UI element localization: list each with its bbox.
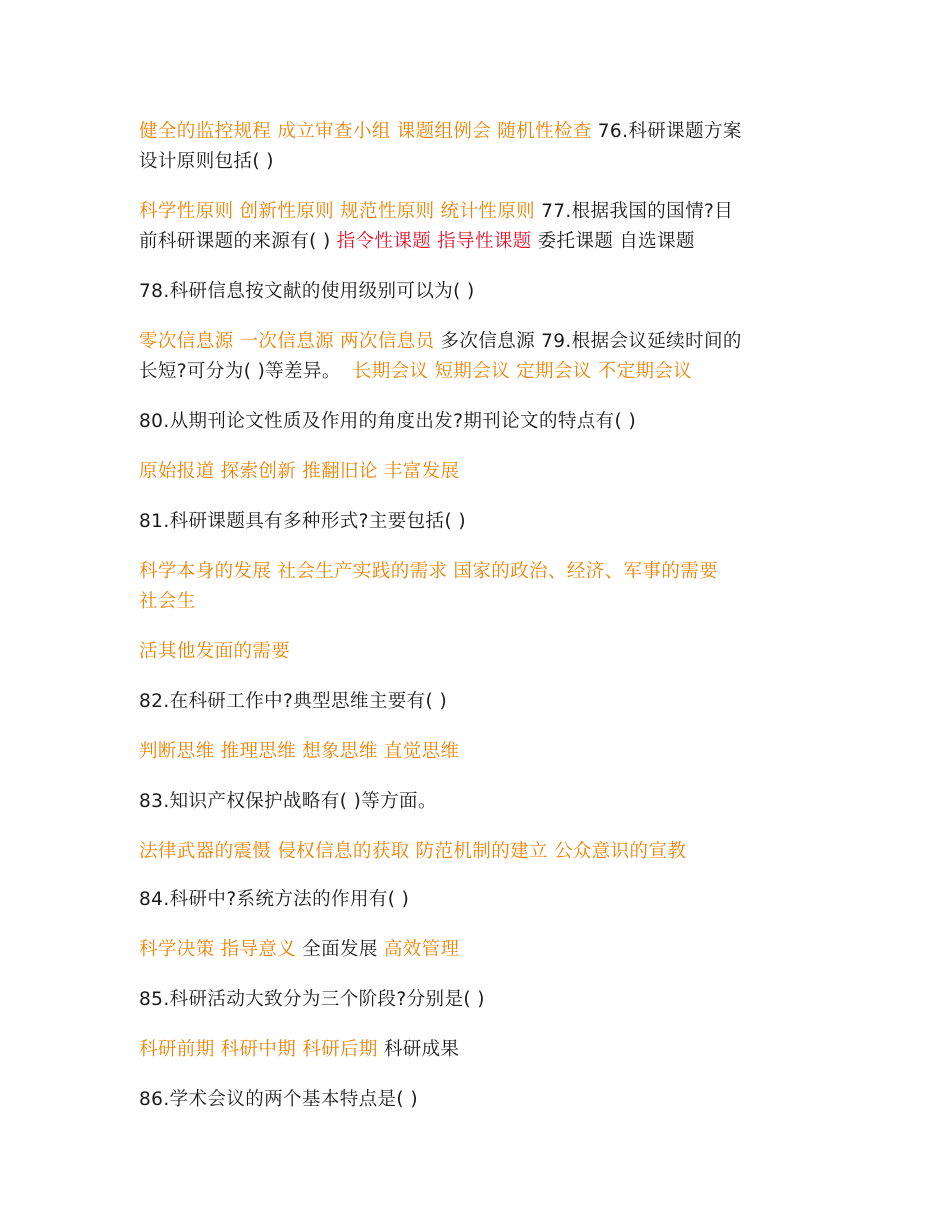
paragraph-q78-answers-q79 xyxy=(139,327,829,387)
answer-option: 原始报道 xyxy=(139,461,215,482)
answer-option: 科学决策 xyxy=(139,939,215,960)
question-text: 83.知识产权保护战略有( )等方面。 xyxy=(139,791,437,812)
answer-option: 科研成果 xyxy=(383,1039,460,1060)
answer-option: 一次信息源 xyxy=(239,331,335,352)
answer-option: 法律武器的震慑 xyxy=(139,841,272,862)
paragraph-q78 xyxy=(139,277,829,307)
answer-option: 社会生 xyxy=(139,591,196,612)
answer-option: 不定期会议 xyxy=(597,361,693,382)
paragraph-q85-answers xyxy=(139,1035,829,1065)
paragraph-q83 xyxy=(139,787,829,817)
paragraph-q81 xyxy=(139,507,829,537)
question-text: 81.科研课题具有多种形式?主要包括( ) xyxy=(139,511,466,532)
answer-option: 高效管理 xyxy=(383,939,460,960)
answer-option: 自选课题 xyxy=(619,231,695,252)
answer-option: 零次信息源 xyxy=(139,331,234,352)
answer-option: 创新性原则 xyxy=(239,201,335,222)
question-text: 76.科研课题方案 xyxy=(597,121,742,142)
answer-option: 侵权信息的获取 xyxy=(277,841,410,862)
question-text: 77.根据我国的国情?目 xyxy=(541,201,734,222)
answer-option-highlighted: 指令性课题 xyxy=(336,231,432,252)
question-text: 82.在科研工作中?典型思维主要有( ) xyxy=(139,691,448,712)
paragraph-q84 xyxy=(139,885,829,915)
answer-option: 探索创新 xyxy=(220,461,297,482)
answer-option: 统计性原则 xyxy=(440,201,536,222)
paragraph-q83-answers xyxy=(139,837,829,867)
answer-option: 判断思维 xyxy=(139,741,215,762)
answer-option: 公众意识的宣教 xyxy=(553,841,687,862)
paragraph-q81-answers xyxy=(139,557,829,617)
question-text: 79.根据会议延续时间的 xyxy=(541,331,742,352)
answer-option-highlighted: 指导性课题 xyxy=(437,231,532,252)
answer-option: 国家的政治、经济、军事的需要 xyxy=(453,561,719,582)
paragraph-q84-answers xyxy=(139,935,829,965)
answer-option: 科研前期 xyxy=(139,1039,215,1060)
answer-option: 科研后期 xyxy=(302,1039,378,1060)
paragraph-q82-answers xyxy=(139,737,829,767)
paragraph-q80 xyxy=(139,407,829,437)
answer-option: 科研中期 xyxy=(220,1039,297,1060)
question-text: 设计原则包括( ) xyxy=(139,151,274,172)
answer-option: 想象思维 xyxy=(302,741,378,762)
question-text: 长短?可分为( )等差异。 xyxy=(139,361,341,382)
paragraph-q81-answers-cont xyxy=(139,637,829,667)
paragraph-q82 xyxy=(139,687,829,717)
paragraph-q80-answers xyxy=(139,457,829,487)
answer-option: 规范性原则 xyxy=(340,201,435,222)
answer-option: 直觉思维 xyxy=(383,741,460,762)
answer-option: 科学性原则 xyxy=(139,201,234,222)
answer-option: 课题组例会 xyxy=(396,121,492,142)
answer-option: 防范机制的建立 xyxy=(415,841,548,862)
question-text: 80.从期刊论文性质及作用的角度出发?期刊论文的特点有( ) xyxy=(139,411,637,432)
question-text: 85.科研活动大致分为三个阶段?分别是( ) xyxy=(139,989,485,1010)
question-text: 84.科研中?系统方法的作用有( ) xyxy=(139,889,410,910)
answer-option: 短期会议 xyxy=(434,361,511,382)
paragraph-q85 xyxy=(139,985,829,1015)
question-text: 前科研课题的来源有( ) xyxy=(139,231,331,252)
answer-option: 委托课题 xyxy=(537,231,614,252)
answer-option: 推理思维 xyxy=(220,741,297,762)
paragraph-q86 xyxy=(139,1085,829,1115)
answer-option: 健全的监控规程 xyxy=(139,121,272,142)
answer-option: 成立审查小组 xyxy=(277,121,391,142)
answer-option: 两次信息员 xyxy=(340,331,435,352)
answer-option: 随机性检查 xyxy=(497,121,592,142)
answer-option: 全面发展 xyxy=(302,939,378,960)
question-text: 86.学术会议的两个基本特点是( ) xyxy=(139,1089,418,1110)
paragraph-q76-answers-q77 xyxy=(139,197,829,257)
answer-option: 科学本身的发展 xyxy=(139,561,272,582)
answer-option: 社会生产实践的需求 xyxy=(277,561,448,582)
answer-option: 丰富发展 xyxy=(383,461,460,482)
paragraph-q75-answers-q76 xyxy=(139,117,829,177)
answer-option: 推翻旧论 xyxy=(302,461,378,482)
answer-option: 定期会议 xyxy=(516,361,592,382)
question-text: 78.科研信息按文献的使用级别可以为( ) xyxy=(139,281,475,302)
answer-option: 长期会议 xyxy=(352,361,429,382)
answer-option: 多次信息源 xyxy=(440,331,536,352)
answer-option: 指导意义 xyxy=(220,939,297,960)
answer-option: 活其他发面的需要 xyxy=(139,641,291,662)
